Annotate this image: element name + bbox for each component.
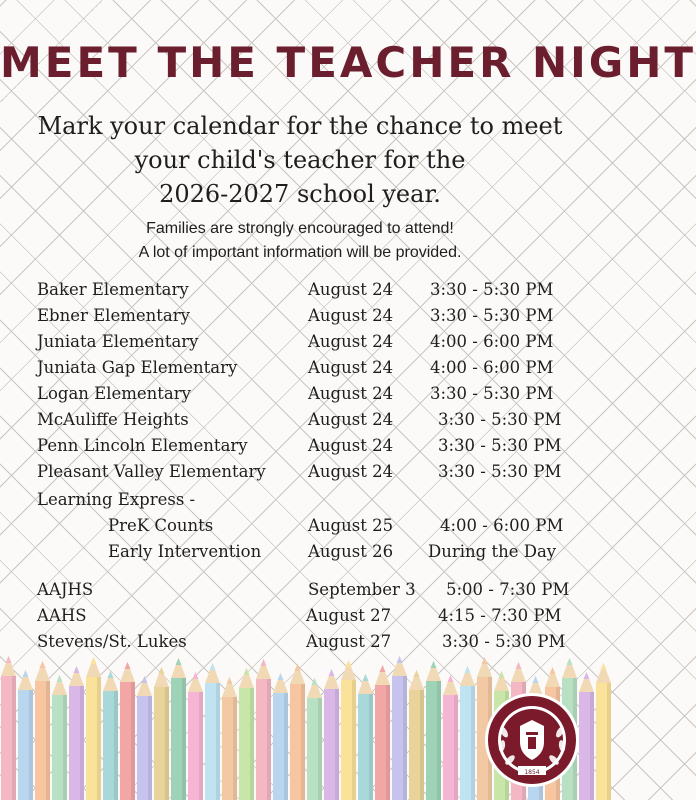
event-date: August 24 (308, 462, 394, 481)
event-date: September 3 (308, 580, 416, 599)
schedule-row (0, 280, 600, 306)
pencil (120, 662, 135, 800)
learning-express-heading-row (0, 490, 600, 516)
event-date: August 24 (308, 332, 394, 351)
event-time: 5:00 - 7:30 PM (446, 580, 570, 599)
schedule-row (0, 606, 600, 632)
pencil (69, 666, 84, 800)
event-time: 4:00 - 6:00 PM (430, 358, 554, 377)
program-name: Early Intervention (108, 542, 262, 561)
program-name: PreK Counts (108, 516, 214, 535)
school-name: AAJHS (37, 580, 94, 599)
school-name: Juniata Elementary (37, 332, 199, 351)
seal-year: 1854 (524, 769, 540, 776)
pencil (290, 664, 305, 800)
event-time: 3:30 - 5:30 PM (438, 436, 562, 455)
pencil (35, 661, 50, 800)
event-date: August 27 (306, 632, 392, 651)
subtitle-line-3: 2026-2027 school year. (159, 180, 441, 208)
event-date: August 24 (308, 306, 394, 325)
pencil (188, 672, 203, 800)
event-time: 3:30 - 5:30 PM (438, 410, 562, 429)
schedule-row (0, 358, 600, 384)
event-date: August 24 (308, 436, 394, 455)
event-date: August 24 (308, 410, 394, 429)
school-name: Juniata Gap Elementary (37, 358, 238, 377)
pencil (443, 675, 458, 800)
event-date: August 24 (308, 280, 394, 299)
school-name: Penn Lincoln Elementary (37, 436, 248, 455)
pencil (324, 669, 339, 800)
event-time: 3:30 - 5:30 PM (438, 462, 562, 481)
event-time: 4:00 - 6:00 PM (430, 332, 554, 351)
school-name: Ebner Elementary (37, 306, 190, 325)
pencil (222, 677, 237, 800)
pencil (273, 673, 288, 800)
schedule-row (0, 462, 600, 488)
pencil (205, 663, 220, 800)
pencil (52, 675, 67, 800)
page-title: MEET THE TEACHER NIGHT (0, 38, 696, 87)
school-name: Pleasant Valley Elementary (37, 462, 266, 481)
school-name: Stevens/St. Lukes (37, 632, 187, 651)
schedule-row (0, 516, 600, 542)
pencil (460, 666, 475, 800)
pencil (426, 661, 441, 800)
event-time: 4:00 - 6:00 PM (440, 516, 564, 535)
pencil (256, 659, 271, 800)
school-name: AAHS (37, 606, 87, 625)
pencil (579, 672, 594, 800)
event-time: 3:30 - 5:30 PM (430, 280, 554, 299)
pencil (239, 668, 254, 800)
schedule-row (0, 332, 600, 358)
pencil (392, 656, 407, 800)
event-time: 4:15 - 7:30 PM (438, 606, 562, 625)
event-date: August 27 (306, 606, 392, 625)
note-line-2: A lot of important information will be provided. (138, 244, 462, 261)
event-date: August 24 (308, 358, 394, 377)
school-name: McAuliffe Heights (37, 410, 189, 429)
pencil (341, 660, 356, 800)
pencil (1, 656, 16, 800)
subtitle-line-2: your child's teacher for the (134, 146, 466, 174)
pencil (86, 657, 101, 800)
pencil (375, 665, 390, 800)
note-line-1: Families are strongly encouraged to attend! (146, 220, 454, 237)
schedule-row (0, 384, 600, 410)
pencil (154, 667, 169, 800)
event-time: During the Day (428, 542, 557, 561)
pencil (596, 663, 611, 800)
event-date: August 25 (308, 516, 394, 535)
pencil (103, 671, 118, 800)
schedule-row (0, 306, 600, 332)
schedule-row (0, 580, 600, 606)
event-date: August 24 (308, 384, 394, 403)
schedule-row (0, 410, 600, 436)
pencil (137, 676, 152, 800)
event-time: 3:30 - 5:30 PM (442, 632, 566, 651)
pencil (409, 670, 424, 800)
learning-express-heading: Learning Express - (37, 490, 196, 509)
pencil (358, 674, 373, 800)
schedule-row (0, 542, 600, 568)
school-name: Logan Elementary (37, 384, 191, 403)
pencil (171, 658, 186, 800)
pencil (18, 670, 33, 800)
school-name: Baker Elementary (37, 280, 189, 299)
event-date: August 26 (308, 542, 394, 561)
subtitle-line-1: Mark your calendar for the chance to meet (37, 112, 563, 140)
event-time: 3:30 - 5:30 PM (430, 384, 554, 403)
event-time: 3:30 - 5:30 PM (430, 306, 554, 325)
pencil (307, 678, 322, 800)
schedule-row (0, 436, 600, 462)
